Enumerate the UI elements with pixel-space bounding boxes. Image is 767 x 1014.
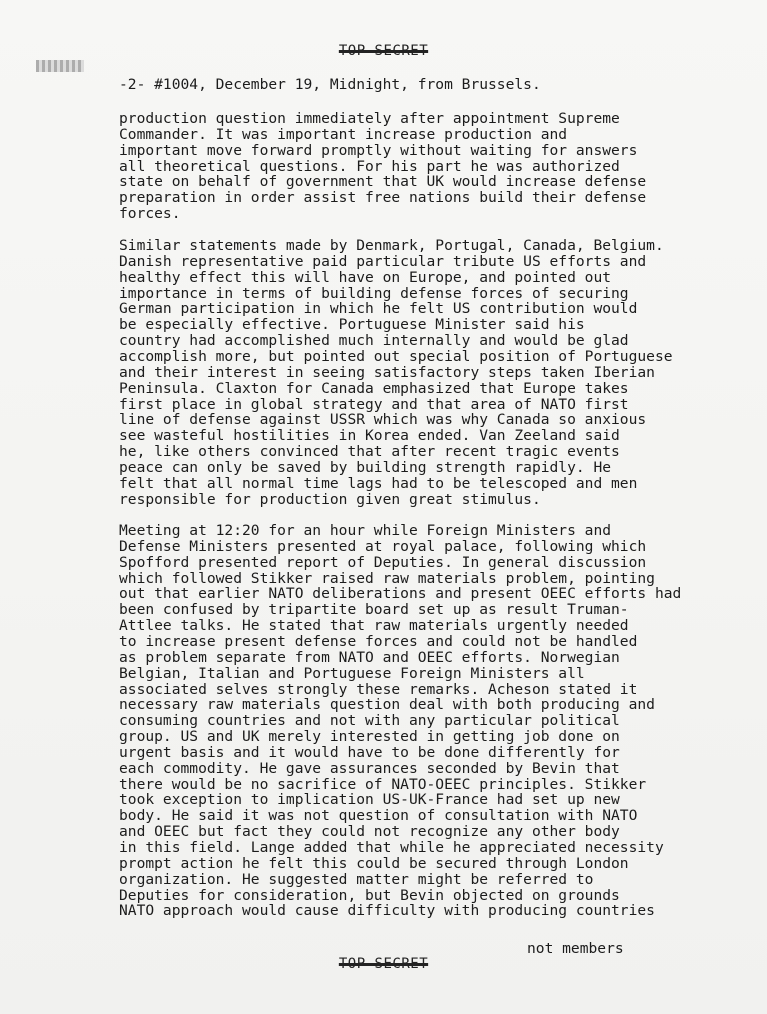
body-line: associated selves strongly these remarks. Acheson stated it [119, 680, 638, 698]
body-line: NATO approach would cause difficulty with producing countries [119, 902, 655, 920]
body-line: see wasteful hostilities in Korea ended. Van Zeeland said [119, 427, 620, 445]
telegram-header: -2- #1004, December 19, Midnight, from Brussels. [119, 76, 541, 93]
body-line: peace can only be saved by building strength rapidly. He [119, 458, 612, 476]
body-line: urgent basis and it would have to be done differently for [119, 743, 620, 761]
body-line: state on behalf of government that UK would increase defense [119, 173, 647, 191]
body-line: each commodity. He gave assurances seconded by Bevin that [119, 759, 620, 777]
body-line: he, like others convinced that after recent tragic events [119, 443, 620, 461]
body-line: Attlee talks. He stated that raw materials urgently needed [119, 617, 629, 635]
body-line: been confused by tripartite board set up as result Truman- [119, 601, 629, 619]
body-line: Deputies for consideration, but Bevin objected on grounds [119, 886, 620, 904]
body-line: body. He said it was not question of consultation with NATO [119, 807, 638, 825]
body-line: be especially effective. Portuguese Minister said his [119, 316, 585, 334]
body-line: Danish representative paid particular tribute US efforts and [119, 252, 647, 270]
body-line: Peninsula. Claxton for Canada emphasized that Europe takes [119, 379, 629, 397]
body-line: German participation in which he felt US contribution would [119, 300, 638, 318]
body-line: organization. He suggested matter might be referred to [119, 870, 594, 888]
body-line: in this field. Lange added that while he appreciated necessity [119, 839, 664, 856]
body-line: Similar statements made by Denmark, Portugal, Canada, Belgium. [119, 237, 664, 254]
body-line: Commander. It was important increase production and [119, 125, 568, 143]
body-line: line of defense against USSR which was why Canada so anxious [119, 411, 647, 429]
body-line: Meeting at 12:20 for an hour while Foreign Ministers and [119, 522, 612, 539]
body-line: and OEEC but fact they could not recognize any other body [119, 823, 620, 841]
body-line: Spofford presented report of Deputies. In general discussion [119, 553, 647, 571]
body-line: importance in terms of building defense forces of securing [119, 284, 629, 302]
body-line: production question immediately after appointment Supreme [119, 110, 620, 127]
body-line: prompt action he felt this could be secured through London [119, 854, 629, 872]
body-line: important move forward promptly without waiting for answers [119, 141, 638, 159]
body-line: felt that all normal time lags had to be telescoped and men [119, 474, 638, 492]
body-line: forces. [119, 205, 181, 223]
body-line: group. US and UK merely interested in getting job done on [119, 728, 620, 746]
body-line: which followed Stikker raised raw materials problem, pointing [119, 569, 655, 587]
body-line: as problem separate from NATO and OEEC efforts. Norwegian [119, 648, 620, 666]
classification-stamp-top: TOP SECRET [338, 43, 429, 59]
body-line: preparation in order assist free nations build their defense [119, 189, 647, 207]
body-line: first place in global strategy and that area of NATO first [119, 395, 629, 413]
body-line: consuming countries and not with any particular political [119, 712, 620, 730]
body-line: Belgian, Italian and Portuguese Foreign Ministers all [119, 664, 585, 682]
body-line: out that earlier NATO deliberations and present OEEC efforts had [119, 585, 682, 603]
body-line: to increase present defense forces and could not be handled [119, 632, 638, 650]
continuation-note: not members [527, 940, 624, 957]
body-line: responsible for production given great stimulus. [119, 490, 541, 508]
margin-stamp-mark [36, 60, 84, 72]
classification-stamp-bottom: TOP SECRET [338, 956, 429, 972]
body-line: necessary raw materials question deal with both producing and [119, 696, 655, 714]
body-line: took exception to implication US-UK-France had set up new [119, 791, 620, 809]
body-line: all theoretical questions. For his part he was authorized [119, 157, 620, 175]
body-line: country had accomplished much internally and would be glad [119, 332, 629, 350]
body-line: there would be no sacrifice of NATO-OEEC principles. Stikker [119, 775, 647, 793]
body-line: healthy effect this will have on Europe, and pointed out [119, 268, 612, 286]
body-line: accomplish more, but pointed out special position of Portuguese [119, 347, 673, 365]
body-line: and their interest in seeing satisfactory steps taken Iberian [119, 363, 655, 381]
body-line: Defense Ministers presented at royal palace, following which [119, 537, 647, 555]
